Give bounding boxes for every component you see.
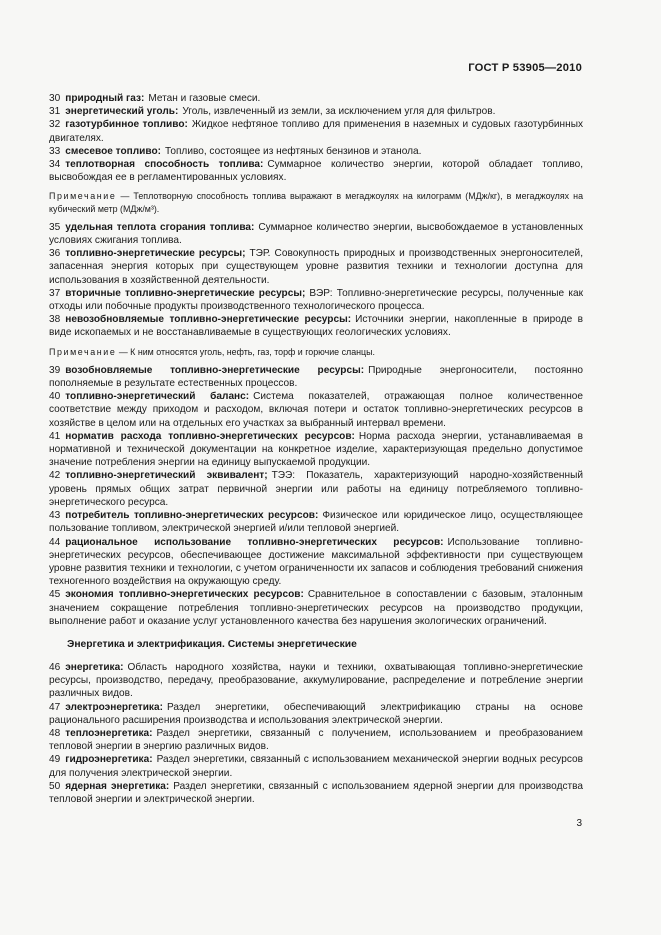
entry-term: теплотворная способность топлива: [65,159,264,171]
note-label: Примечание [49,346,117,357]
entry-group [49,364,583,628]
entry-term: норматив расхода топливно-энергетических ресурсов: [65,430,355,442]
term-entry [49,536,583,589]
section-title: Энергетика и электрификация. Системы энергетические [67,638,357,650]
page-number: 3 [576,818,582,829]
entry-definition: Использование топливно-энергетических ресурсов, обеспечивающее достижение максимальной эффективности при существующем уровне развития техники и технологии, с учетом ограниченности их запасов и соблюдения требований снижения техногенного воздействия на окружающую среду. [49,536,583,588]
term-entry [49,118,583,144]
term-entry [49,158,583,184]
entry-definition: Физическое или юридическое лицо, осуществляющее пользование топливом, электрической энергией и/или тепловой энергией. [49,510,583,535]
entry-definition: Уголь, извлеченный из земли, за исключением угля для фильтров. [182,106,496,118]
document-body [49,92,583,806]
entry-term: топливно-энергетический баланс: [65,391,250,403]
term-entry [49,469,583,509]
entry-group [49,221,583,340]
term-entry [49,364,583,390]
entry-definition: Топливо, состоящее из нефтяных бензинов и этанола. [164,145,422,157]
entry-definition: Система показателей, отражающая полное количественное соответствие между приходом и расходом, включая потери и остаток топливно-энергетических ресурсов в хозяйстве в целом или на отдельных его участках за выбранный интервал времени. [49,391,583,429]
entry-term: теплоэнергетика: [65,727,153,739]
term-entry [49,509,583,535]
entry-definition: ТЭЭ: Показатель, характеризующий народно-хозяйственный уровень прямых общих затрат первичной энергии или работы на единицу потребляемого топливно-энергетического ресурса. [49,470,583,508]
entry-definition: Область народного хозяйства, науки и техники, охватывающая топливно-энергетические ресурсы, производство, передачу, преобразование, аккумулирование, распределение и потребление энергии различных видов. [49,661,583,700]
term-entry [49,105,583,118]
entry-term: гидроэнергетика: [65,754,153,766]
term-entry [49,145,583,158]
entry-number: 44 [49,536,61,548]
entry-number: 38 [49,314,61,326]
entry-number: 40 [49,391,61,403]
entry-term: энергетический уголь: [65,106,179,118]
term-entry [49,701,583,727]
note-text: — К ним относятся уголь, нефть, газ, торф и горючие сланцы. [118,346,375,357]
entry-term: смесевое топливо: [65,145,161,157]
entry-definition: ВЭР: Топливно-энергетические ресурсы, полученные как отходы или побочные продукты производственного технологического процесса. [49,287,583,313]
entry-number: 49 [49,754,61,766]
term-entry [49,313,583,339]
term-entry [49,753,583,779]
entry-number: 34 [49,159,61,171]
entry-term: ядерная энергетика: [65,780,170,792]
note [49,190,583,214]
entry-term: топливно-энергетические ресурсы; [65,248,246,260]
term-entry [49,780,583,806]
entry-definition: Раздел энергетики, связанный с получением, использованием и преобразованием тепловой энергии в энергию различных видов. [49,727,583,753]
entry-term: энергетика: [65,661,124,673]
entry-number: 31 [49,106,61,118]
entry-definition: Жидкое нефтяное топливо для применения в наземных и судовых газотурбинных двигателях. [49,119,583,144]
entry-definition: Раздел энергетики, обеспечивающий электрификацию страны на основе рационального расширения производства и использования электрической энергии. [49,701,583,726]
entry-number: 35 [49,221,61,233]
entry-number: 47 [49,701,61,713]
entry-term: природный газ: [65,93,145,104]
term-entry [49,221,583,247]
entry-group [49,92,583,184]
entry-definition: Природные энергоносители, постоянно пополняемые в результате естественных процессов. [49,364,584,390]
standard-header: ГОСТ Р 53905—2010 [468,62,582,74]
entry-number: 46 [49,661,61,673]
entry-definition: Метан и газовые смеси. [148,93,261,104]
entry-number: 41 [49,430,61,442]
entry-term: удельная теплота сгорания топлива: [65,221,255,233]
note [49,346,583,358]
entry-number: 50 [49,780,61,792]
entry-term: рациональное использование топливно-энергетических ресурсов: [65,536,444,548]
entry-term: газотурбинное топливо: [65,119,188,131]
entry-definition: Источники энергии, накопленные в природе в виде ископаемых и не восстанавливаемые в существующих геологических условиях. [49,314,583,339]
entry-term: невозобновляемые топливно-энергетические ресурсы: [65,314,352,326]
term-entry [49,92,583,105]
note-label: Примечание [49,191,117,202]
entry-definition: Сравнительное в сопоставлении с базовым, эталонным значением сокращение потребления топливно-энергетических ресурсов на производство продукции, выполнение работ и оказание услуг установленного качества без нарушения экологических ограничений. [49,589,583,627]
entry-definition: Раздел энергетики, связанный с использованием ядерной энергии для производства тепловой энергии и электрической энергии. [49,780,583,805]
entry-number: 37 [49,287,61,299]
entry-term: вторичные топливно-энергетические ресурсы; [65,287,306,299]
entry-term: возобновляемые топливно-энергетические ресурсы: [65,364,365,376]
entry-number: 32 [49,119,61,131]
entry-number: 36 [49,248,61,260]
term-entry [49,430,583,470]
entry-number: 33 [49,145,61,157]
term-entry [49,588,583,628]
entry-number: 30 [49,93,61,104]
term-entry [49,247,583,287]
entry-number: 42 [49,470,61,482]
term-entry [49,287,583,313]
term-entry [49,727,583,753]
entry-definition: ТЭР. Совокупность природных и производственных энергоносителей, запасенная энергия которых при существующем уровне развития техники и технологии доступна для использования в хозяйственной деятельности. [49,248,583,286]
entry-term: электроэнергетика: [65,701,163,713]
entry-definition: Суммарное количество энергии, которой обладает топливо, высвобождая ее в регламентированных условиях. [49,159,583,184]
entry-number: 45 [49,589,61,601]
entry-term: экономия топливно-энергетических ресурсов: [65,589,304,601]
entry-definition: Раздел энергетики, связанный с использованием механической энергии водных ресурсов для получения электрической энергии. [49,754,583,779]
entry-group [49,661,583,806]
entry-term: топливно-энергетический эквивалент; [65,470,268,482]
term-entry [49,661,583,701]
entry-definition: Норма расхода энергии, устанавливаемая в нормативной и технической документации на конкретное изделие, характеризующая предельно допустимое значение потребления энергии на единицу выпускаемой продукции. [49,430,583,469]
entry-term: потребитель топливно-энергетических ресурсов: [65,510,319,522]
note-text: — Теплотворную способность топлива выражают в мегаджоулях на килограмм (МДж/кг), в мегаджоулях на кубический метр (МДж/м³). [49,191,584,214]
entry-number: 48 [49,727,61,739]
term-entry [49,390,583,430]
entry-number: 39 [49,364,61,376]
entry-definition: Суммарное количество энергии, высвобождаемое в установленных условиях сжигания топлива. [49,221,583,247]
entry-number: 43 [49,510,61,522]
